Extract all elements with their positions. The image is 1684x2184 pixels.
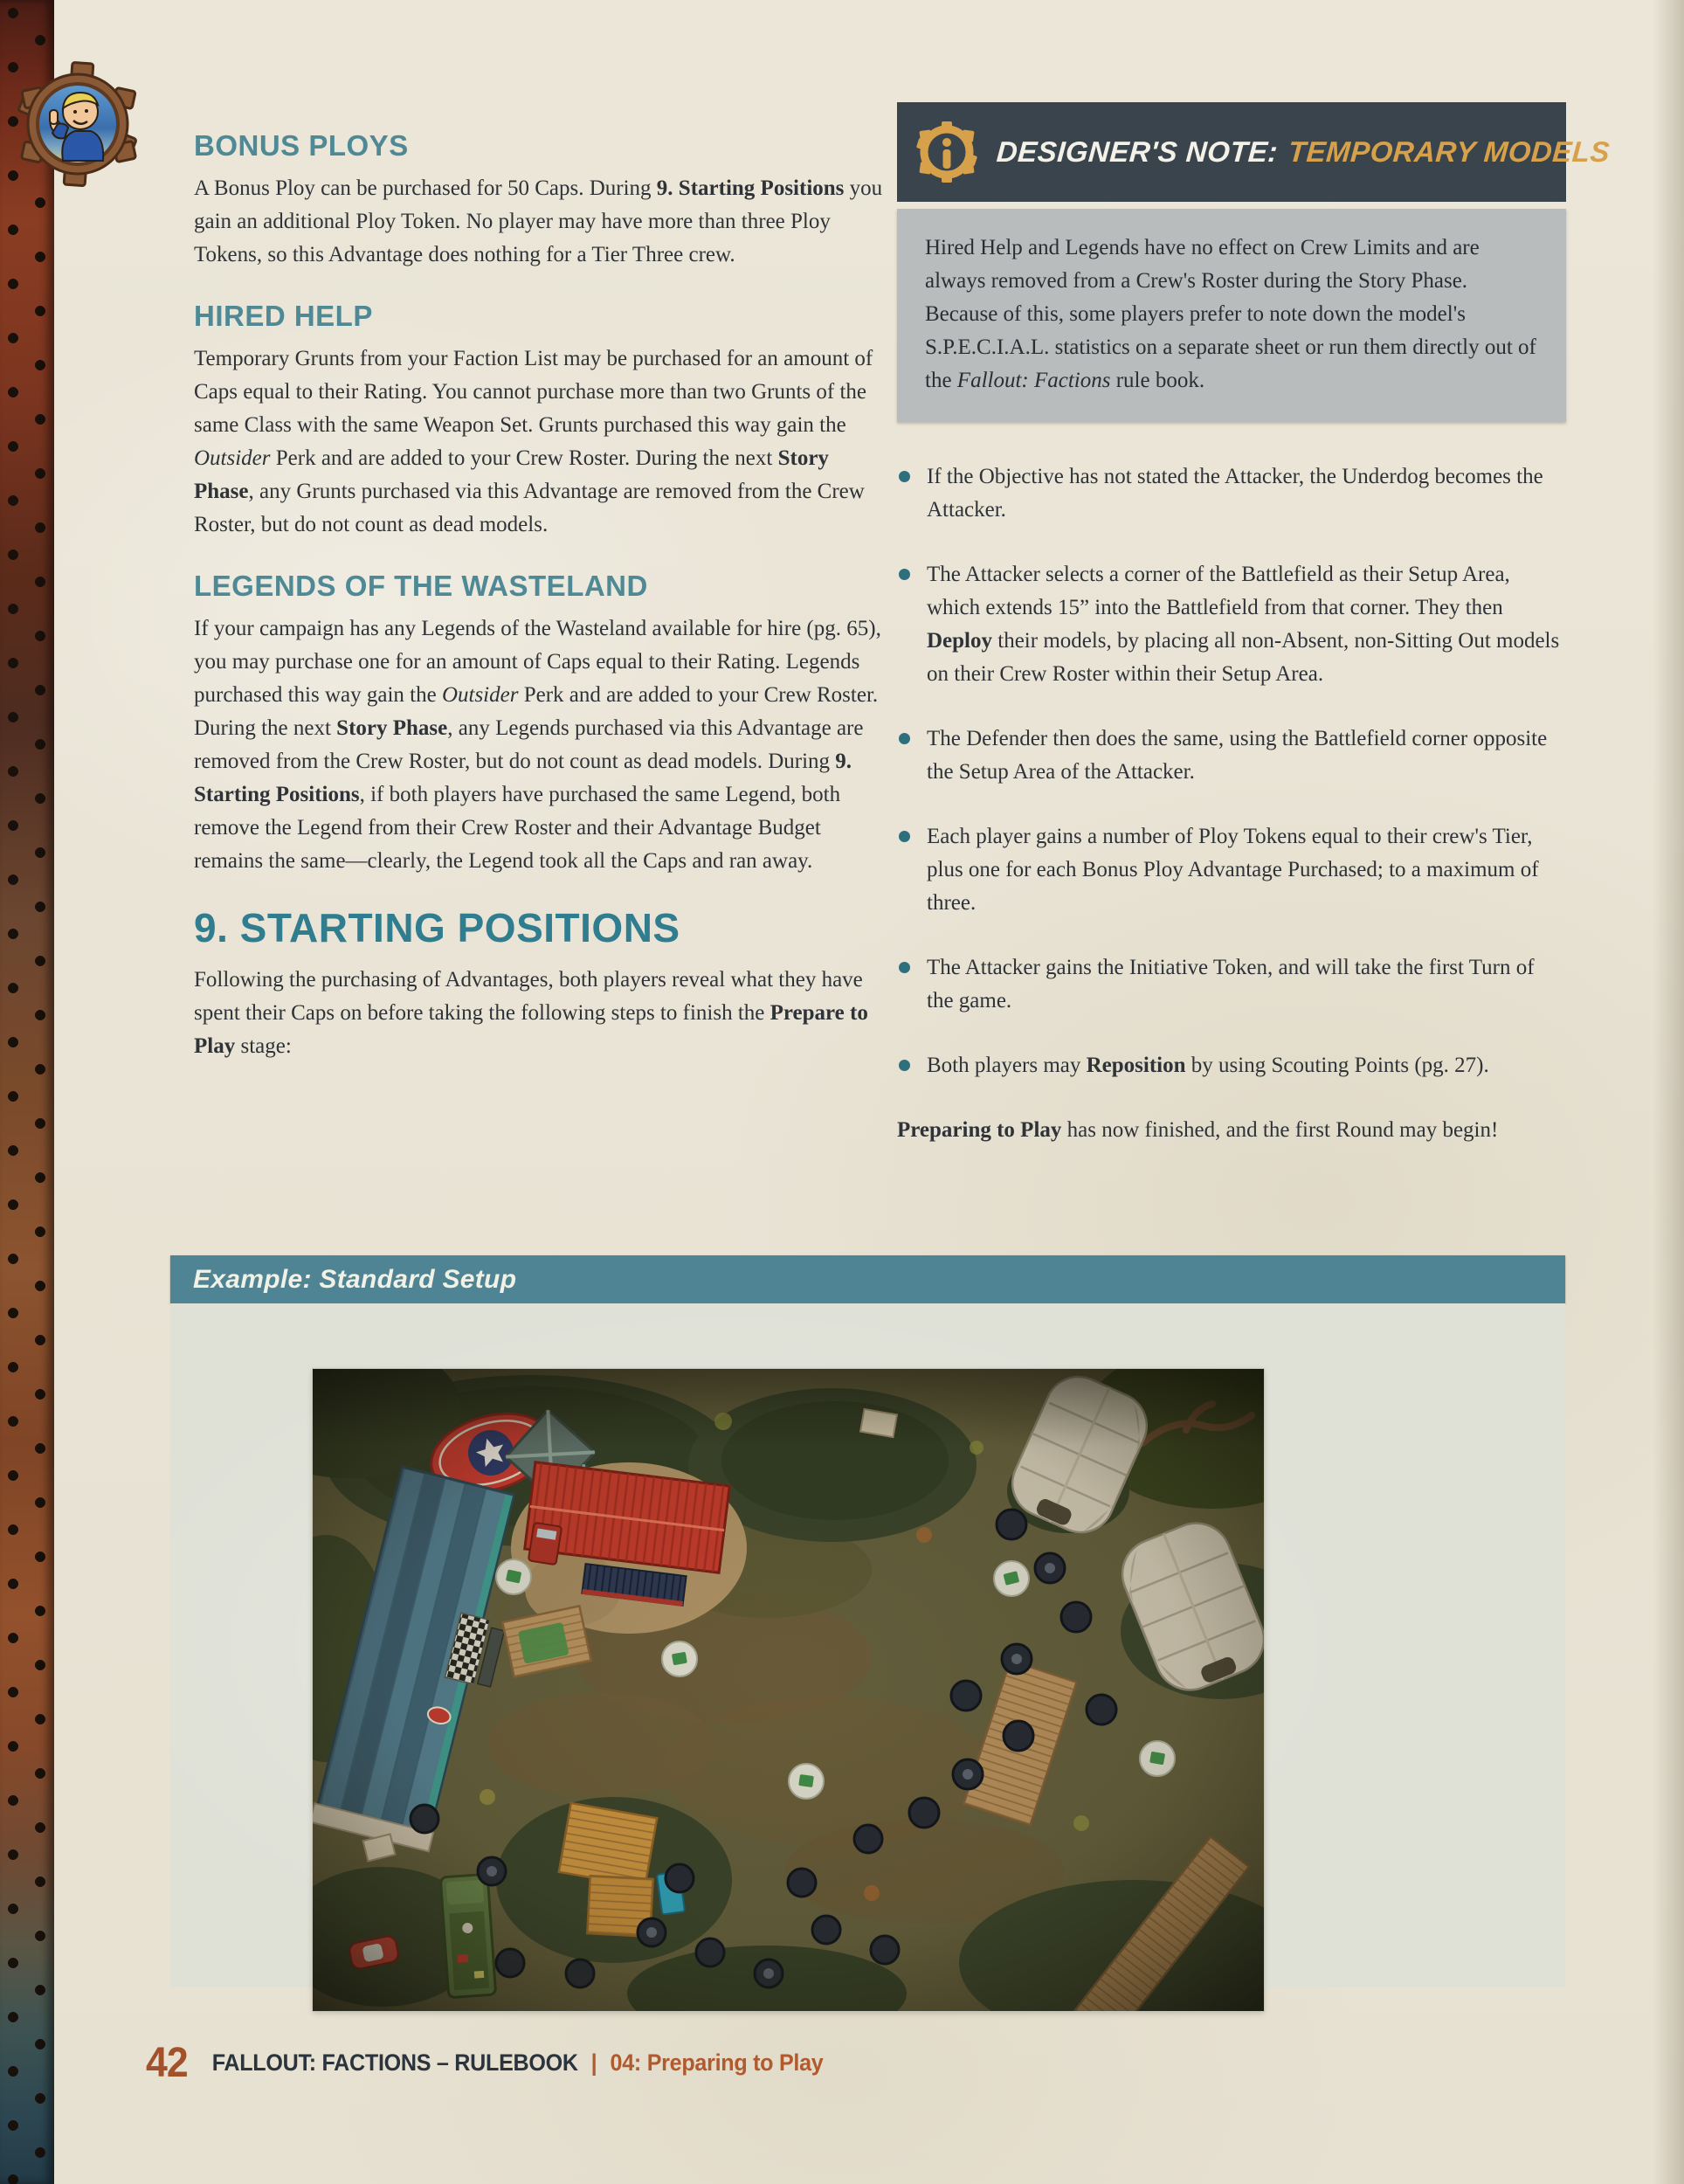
info-gear-icon — [914, 120, 979, 184]
setup-steps-list — [897, 460, 1566, 1082]
designer-note-title-prefix: DESIGNER'S NOTE: — [995, 135, 1280, 168]
footer-divider: | — [590, 2049, 597, 2076]
vault-boy-gear-badge — [12, 58, 143, 190]
page-footer — [146, 2039, 823, 2087]
section-heading-starting-positions: 9. STARTING POSITIONS — [194, 905, 680, 950]
left-column — [194, 131, 886, 1093]
example-banner — [170, 1255, 1565, 1303]
list-item-text: The Defender then does the same, using the Battlefield corner opposite the Setup Area of the Attacker. — [927, 727, 1548, 784]
closing-paragraph: Preparing to Play has now finished, and the first Round may begin! — [897, 1118, 1499, 1142]
list-item — [897, 558, 1566, 691]
example-setup-photo — [313, 1369, 1264, 2011]
battlefield-photo-illustration — [313, 1369, 1264, 2011]
vault-boy-gear-icon — [12, 58, 143, 190]
designer-note-title-highlight: TEMPORARY MODELS — [1287, 135, 1612, 168]
example-title: Example: Standard Setup — [193, 1264, 517, 1294]
list-item-text: Each player gains a number of Ploy Tokens equal to their crew's Tier, plus one for each Bonus Ploy Advantage Purchased; to a maximum of three. — [927, 825, 1539, 915]
list-item — [897, 951, 1566, 1018]
example-panel — [170, 1255, 1565, 1987]
hired-help-paragraph: Temporary Grunts from your Faction List may be purchased for an amount of Caps equal to their Rating. You cannot purchase more than two Grunts of the same Class with the same Weapon Set. Grunts purchased this way gain the Outsider Perk and are added to your Crew Roster. During the next Story Phase, any Grunts purchased via this Advantage are removed from the Crew Roster, but do not count as dead models. — [194, 347, 873, 536]
section-heading-legends: LEGENDS OF THE WASTELAND — [194, 570, 648, 602]
designer-note-box — [897, 209, 1566, 422]
bullet-dot-icon — [899, 471, 910, 482]
bonus-ploys-paragraph: A Bonus Ploy can be purchased for 50 Caps. During 9. Starting Positions you gain an additional Ploy Token. No player may have more than three Ploy Tokens, so this Advantage does nothing for a Tier Three crew. — [194, 176, 883, 266]
list-item-text: The Attacker gains the Initiative Token, and will take the first Turn of the game. — [927, 956, 1535, 1013]
bullet-dot-icon — [899, 733, 910, 744]
starting-positions-paragraph: Following the purchasing of Advantages, both players reveal what they have spent their Caps on before taking the following steps to finish the Prepare to Play stage: — [194, 968, 868, 1058]
list-item — [897, 820, 1566, 920]
right-column — [897, 102, 1612, 1147]
list-item — [897, 722, 1566, 789]
section-heading-bonus-ploys: BONUS PLOYS — [194, 129, 409, 162]
page-number: 42 — [146, 2040, 188, 2086]
list-item-text: If the Objective has not stated the Attacker, the Underdog becomes the Attacker. — [927, 465, 1543, 522]
designer-note-header — [897, 102, 1612, 202]
designer-note-body: Hired Help and Legends have no effect on Crew Limits and are always removed from a Crew's Roster during the Story Phase. Because of this, some players prefer to note down the model's S.P.E.C.I.A.L. statistics on a separate sheet or run them directly out of the Fallout: Factions rule book. — [925, 236, 1536, 392]
section-heading-hired-help: HIRED HELP — [194, 300, 373, 332]
left-metal-border — [0, 0, 54, 2184]
legends-paragraph: If your campaign has any Legends of the Wasteland available for hire (pg. 65), you may purchase one for an amount of Caps equal to their Rating. Legends purchased this way gain the Outsider Perk and are added to your Crew Roster. During the next Story Phase, any Legends purchased via this Advantage are removed from the Crew Roster, but do not count as dead models. During 9. Starting Positions, if both players have purchased the same Legend, both remove the Legend from their Crew Roster and their Advantage Budget remains the same—clearly, the Legend took all the Caps and ran away. — [194, 617, 881, 873]
list-item — [897, 460, 1566, 527]
list-item-text: Both players may Reposition by using Scouting Points (pg. 27). — [927, 1054, 1489, 1077]
bullet-dot-icon — [899, 569, 910, 580]
bullet-dot-icon — [899, 962, 910, 973]
footer-book-title: FALLOUT: FACTIONS – RULEBOOK — [211, 2049, 578, 2076]
footer-chapter: 04: Preparing to Play — [610, 2049, 824, 2076]
bullet-dot-icon — [899, 831, 910, 842]
bullet-dot-icon — [899, 1060, 910, 1071]
list-item-text: The Attacker selects a corner of the Battlefield as their Setup Area, which extends 15” into the Battlefield from that corner. They then Deploy their models, by placing all non-Absent, non-Sitting Out models on their Crew Roster within their Setup Area. — [927, 563, 1560, 686]
example-panel-body — [170, 1303, 1565, 1987]
list-item — [897, 1049, 1566, 1082]
designer-note-title — [996, 135, 1612, 169]
